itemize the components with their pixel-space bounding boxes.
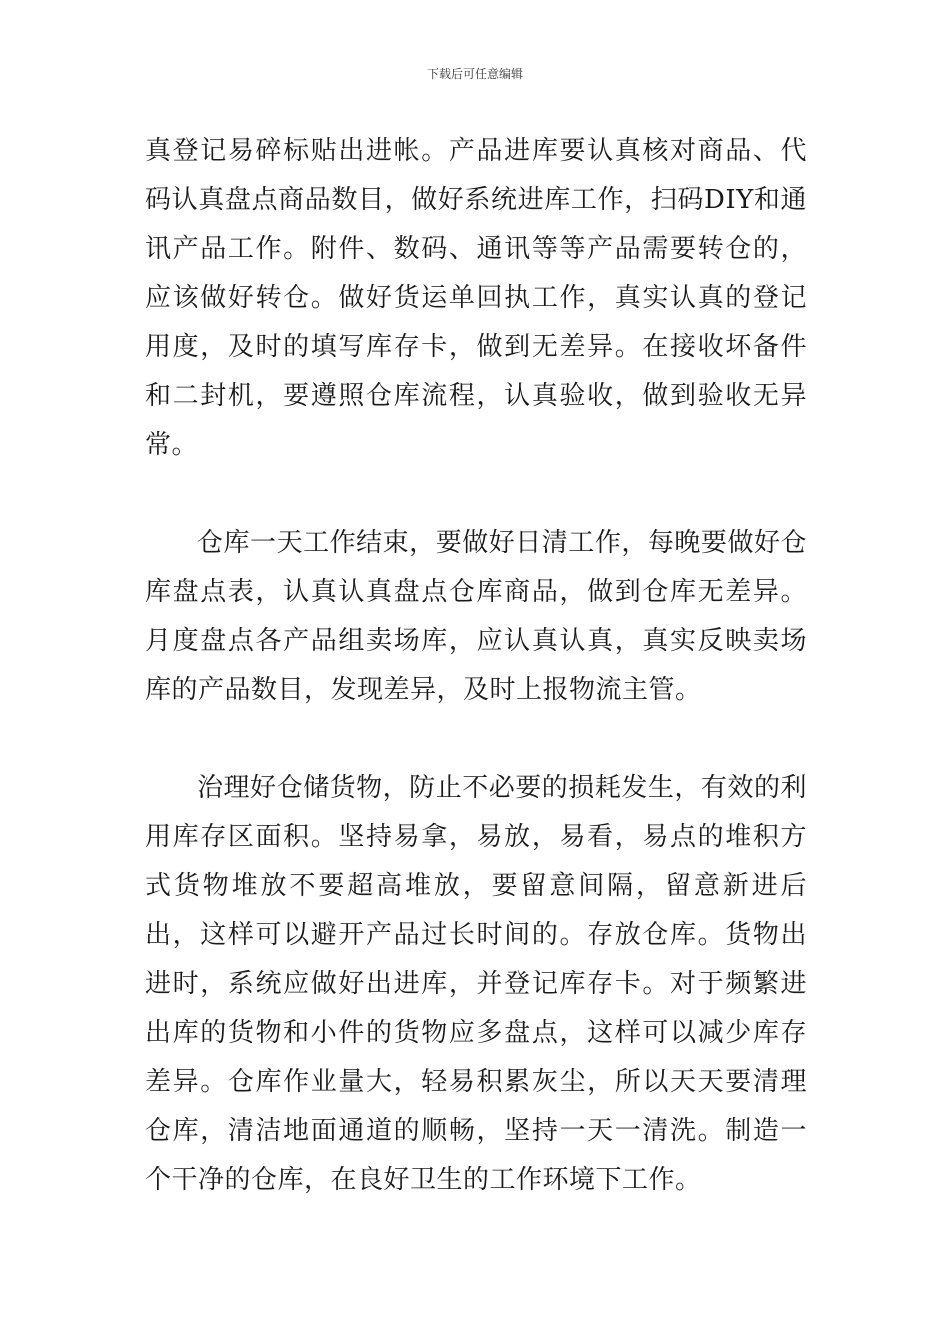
paragraph-1: 真登记易碎标贴出进帐。产品进库要认真核对商品、代码认真盘点商品数目，做好系统进库工作，扫码DIY和通讯产品工作。附件、数码、通讯等等产品需要转仓的，应该做好转仓。做好货运单回执工作，真实认真的登记用度，及时的填写库存卡，做到无差异。在接收坏备件和二封机，要遵照仓库流程，认真验收，做到验收无异常。 xyxy=(145,136,807,460)
document-body xyxy=(145,127,807,1205)
paragraph-2: 仓库一天工作结束，要做好日清工作，每晚要做好仓库盘点表，认真认真盘点仓库商品，做到仓库无差异。月度盘点各产品组卖场库，应认真认真，真实反映卖场库的产品数目，发现差异，及时上报物流主管。 xyxy=(145,528,807,705)
page-header: 下载后可任意编辑 xyxy=(426,67,523,81)
paragraph-3: 治理好仓储货物，防止不必要的损耗发生，有效的利用库存区面积。坚持易拿，易放，易看，易点的堆积方式货物堆放不要超高堆放，要留意间隔，留意新进后出，这样可以避开产品过长时间的。存放仓库。货物出进时，系统应做好出进库，并登记库存卡。对于频繁进出库的货物和小件的货物应多盘点，这样可以减少库存差异。仓库作业量大，轻易积累灰尘，所以天天要清理仓库，清洁地面通道的顺畅，坚持一天一清洗。制造一个干净的仓库，在良好卫生的工作环境下工作。 xyxy=(145,773,807,1195)
